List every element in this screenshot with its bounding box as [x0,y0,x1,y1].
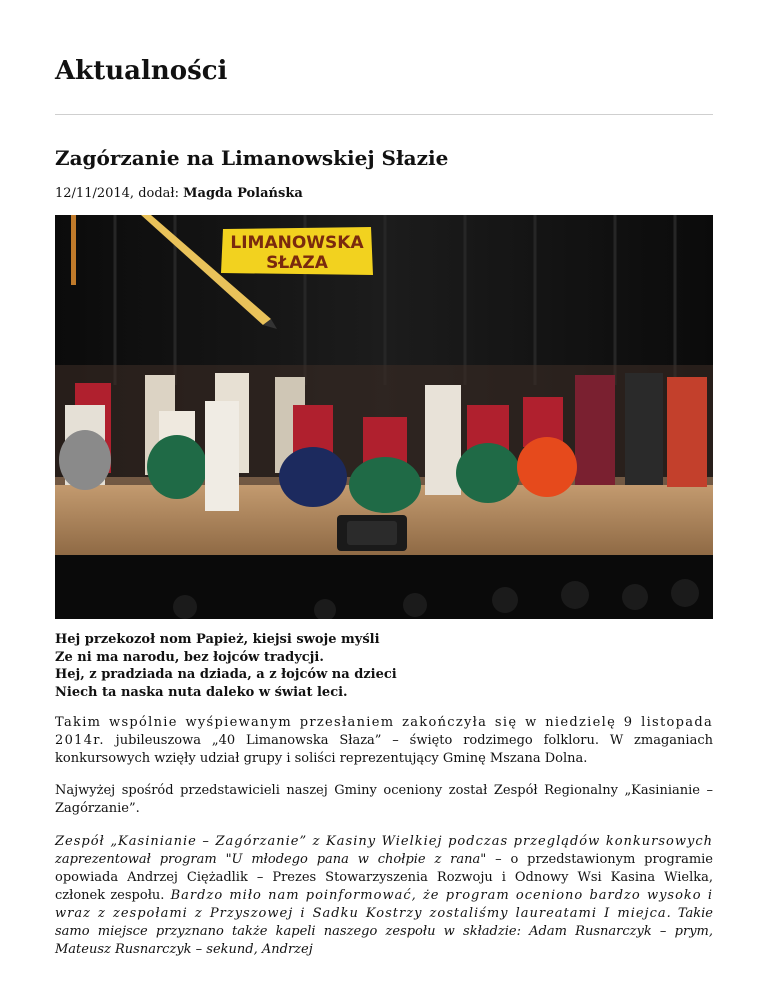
flag-pole [71,215,76,285]
divider [55,114,713,115]
paragraph-result: Najwyżej spośród przedstawicieli naszej Gminy oceniony został Zespół Regionalny „Kasinianie – Zagórzanie”. [55,783,713,816]
article-title[interactable]: Zagórzanie na Limanowskiej Słazie [55,146,449,170]
poem-line: Hej, z pradziada na dziada, a z łojców na dzieci [55,667,397,682]
poem-line: Hej przekozoł nom Papież, kiejsi swoje myśli [55,632,380,647]
paragraph-intro-a: Takim wspólnie wyśpiewanym przesłaniem zakończyła się w niedzielę 9 listopada 2014r. [55,715,713,748]
poem-line: Niech ta naska nuta daleko w świat leci. [55,684,348,700]
paragraph-intro-b: jubileuszowa „40 Limanowska Słaza” – święto rodzimego folkloru. W zmaganiach konkursowych wzięły udział grupy i soliści reprezentujący Gminę Mszana Dolna. [55,733,713,766]
banner-line-1: LIMANOWSKA [230,233,364,253]
poem [55,631,713,701]
banner-line-2: SŁAZA [266,253,328,273]
poem-line: Ze ni ma narodu, bez łojców tradycji. [55,649,324,665]
article-meta [55,185,713,203]
article-photo [55,215,713,619]
paragraph-ensemble-c: – o przedstawionym programie opowiada Andrzej Ciężadlik – Prezes Stowarzyszenia Rozwoju i Odnowy Wsi Kasina Wielka, członek zespołu. [55,852,714,903]
paragraph-intro [55,714,713,768]
stage-speaker [337,515,407,551]
audience [55,555,713,619]
article-date: 12/11/2014, dodał: [55,186,184,201]
paragraph-ensemble-b: zaprezentował program "U młodego pana w chołpie z rana" [55,852,487,867]
paragraph-ensemble-a: Zespół „Kasinianie – Zagórzanie” z Kasiny Wielkiej podczas przeglądów konkursowych [55,834,713,849]
slaza-banner [221,227,373,275]
section-title: Aktualności [55,56,228,86]
paragraph-ensemble-e: Takie samo miejsce przyznano także kapeli naszego zespołu w składzie: Adam Rusnarczyk – prym, Mateusz Rusnarczyk – sekund, Andrzej [55,906,713,957]
paragraph-ensemble-d: Bardzo miło nam poinformować, że program oceniono bardzo wysoko i wraz z zespołami z Przyszowej i Sadku Kostrzy zostaliśmy laureatami I miejca. [55,888,713,921]
article-author[interactable]: Magda Polańska [183,186,303,201]
paragraph-ensemble [55,833,713,959]
